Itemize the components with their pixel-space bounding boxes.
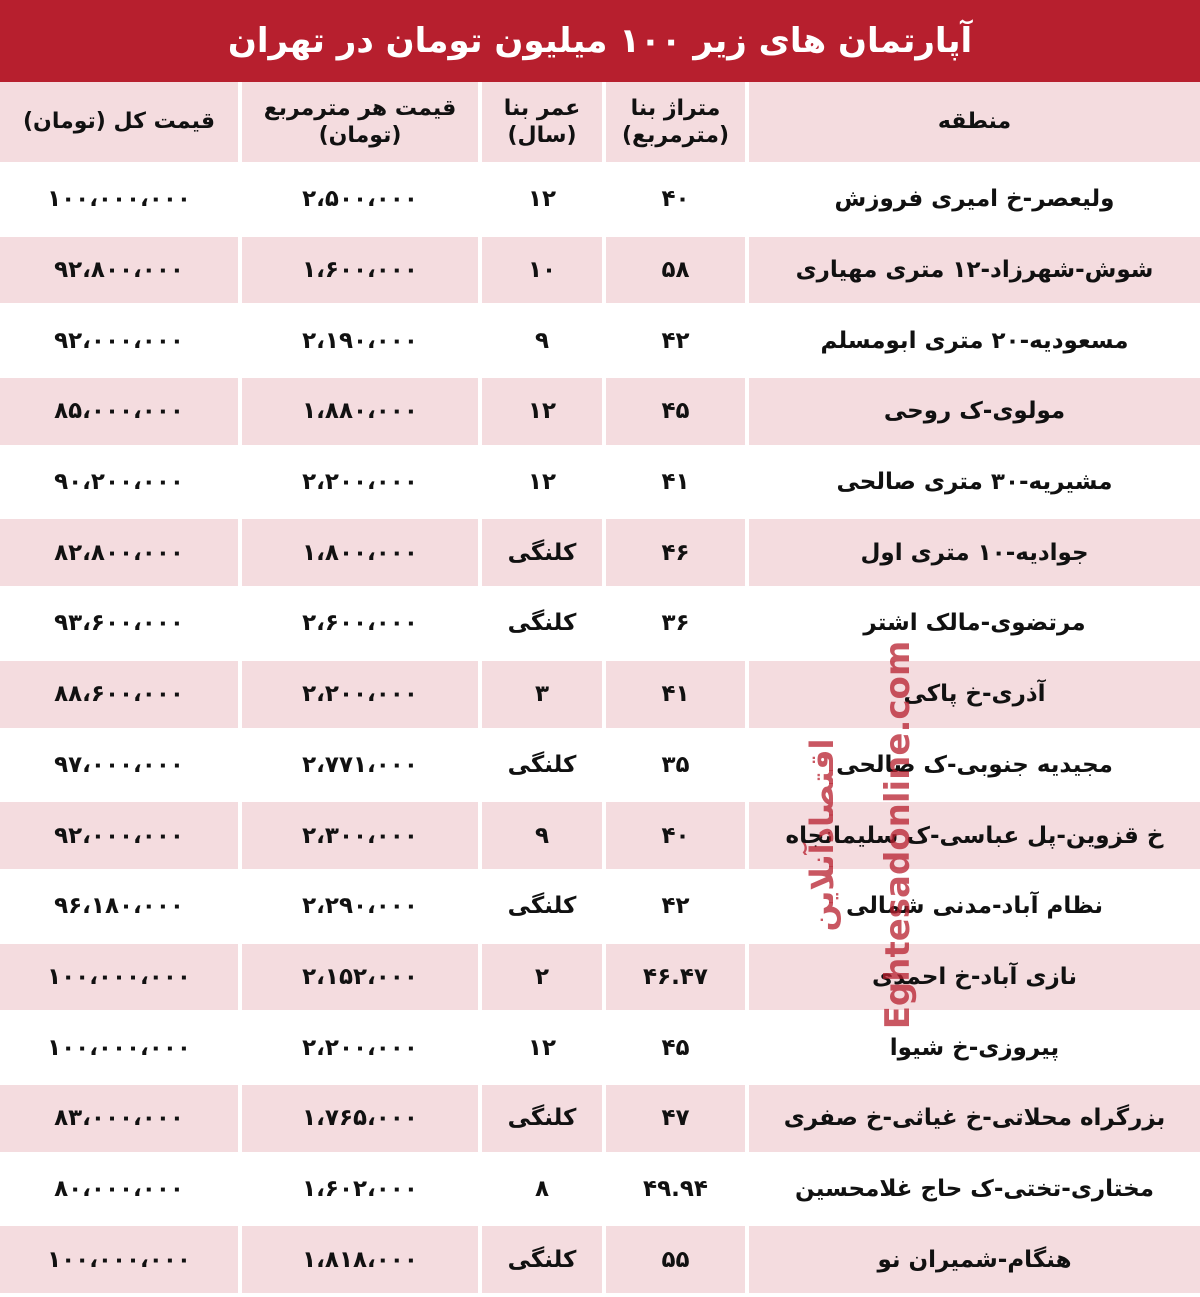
cell-total-price: ۹۲،۰۰۰،۰۰۰ <box>0 307 238 378</box>
cell-region: پیروزی-خ شیوا <box>745 1014 1200 1085</box>
cell-area: ۳۵ <box>602 732 745 803</box>
cell-region: هنگام-شمیران نو <box>745 1226 1200 1297</box>
table-row <box>0 1014 1200 1085</box>
cell-age: ۹ <box>478 307 602 378</box>
cell-price-per-m2: ۲،۱۹۰،۰۰۰ <box>238 307 478 378</box>
cell-price-per-m2: ۱،۶۰۰،۰۰۰ <box>238 237 478 308</box>
cell-region: ولیعصر-خ امیری فروزش <box>745 166 1200 237</box>
cell-age: ۱۲ <box>478 378 602 449</box>
cell-price-per-m2: ۱،۸۸۰،۰۰۰ <box>238 378 478 449</box>
table-row <box>0 449 1200 520</box>
cell-price-per-m2: ۲،۲۰۰،۰۰۰ <box>238 1014 478 1085</box>
cell-total-price: ۹۲،۸۰۰،۰۰۰ <box>0 237 238 308</box>
cell-age: ۱۰ <box>478 237 602 308</box>
cell-price-per-m2: ۲،۱۵۲،۰۰۰ <box>238 944 478 1015</box>
cell-total-price: ۸۲،۸۰۰،۰۰۰ <box>0 519 238 590</box>
title-bar <box>0 0 1200 82</box>
cell-region: شوش-شهرزاد-۱۲ متری مهیاری <box>745 237 1200 308</box>
table-row <box>0 378 1200 449</box>
cell-area: ۴۱ <box>602 661 745 732</box>
cell-total-price: ۸۸،۶۰۰،۰۰۰ <box>0 661 238 732</box>
table-header-row <box>0 82 1200 166</box>
cell-age: کلنگی <box>478 873 602 944</box>
cell-region: مرتضوی-مالک اشتر <box>745 590 1200 661</box>
cell-total-price: ۹۶،۱۸۰،۰۰۰ <box>0 873 238 944</box>
cell-area: ۵۸ <box>602 237 745 308</box>
cell-area: ۴۶ <box>602 519 745 590</box>
header-age: عمر بنا (سال) <box>478 82 602 166</box>
cell-area: ۴۷ <box>602 1085 745 1156</box>
cell-region: خ قزوین-پل عباسی-ک سلیمانجاه <box>745 802 1200 873</box>
cell-area: ۴۶.۴۷ <box>602 944 745 1015</box>
cell-age: کلنگی <box>478 519 602 590</box>
table-row <box>0 732 1200 803</box>
cell-price-per-m2: ۱،۸۱۸،۰۰۰ <box>238 1226 478 1297</box>
cell-age: ۲ <box>478 944 602 1015</box>
cell-total-price: ۹۳،۶۰۰،۰۰۰ <box>0 590 238 661</box>
cell-region: مسعودیه-۲۰ متری ابومسلم <box>745 307 1200 378</box>
cell-total-price: ۹۲،۰۰۰،۰۰۰ <box>0 802 238 873</box>
cell-region: نازی آباد-خ احمدی <box>745 944 1200 1015</box>
page-title: آپارتمان های زیر ۱۰۰ میلیون تومان در تهران <box>227 21 973 61</box>
table-row <box>0 1226 1200 1297</box>
cell-total-price: ۹۷،۰۰۰،۰۰۰ <box>0 732 238 803</box>
cell-price-per-m2: ۲،۲۰۰،۰۰۰ <box>238 449 478 520</box>
cell-area: ۴۰ <box>602 802 745 873</box>
table-row <box>0 661 1200 732</box>
table-row <box>0 519 1200 590</box>
watermark-url: Eghtesadonline.com <box>878 640 918 1030</box>
cell-total-price: ۸۳،۰۰۰،۰۰۰ <box>0 1085 238 1156</box>
cell-age: کلنگی <box>478 1226 602 1297</box>
cell-price-per-m2: ۱،۶۰۲،۰۰۰ <box>238 1156 478 1227</box>
cell-total-price: ۱۰۰،۰۰۰،۰۰۰ <box>0 1226 238 1297</box>
cell-total-price: ۱۰۰،۰۰۰،۰۰۰ <box>0 166 238 237</box>
cell-region: جوادیه-۱۰ متری اول <box>745 519 1200 590</box>
cell-area: ۴۲ <box>602 873 745 944</box>
table-row <box>0 307 1200 378</box>
table-row <box>0 1085 1200 1156</box>
cell-area: ۴۹.۹۴ <box>602 1156 745 1227</box>
table-row <box>0 237 1200 308</box>
table-row <box>0 802 1200 873</box>
cell-age: کلنگی <box>478 590 602 661</box>
cell-price-per-m2: ۲،۶۰۰،۰۰۰ <box>238 590 478 661</box>
cell-region: مشیریه-۳۰ متری صالحی <box>745 449 1200 520</box>
cell-total-price: ۸۵،۰۰۰،۰۰۰ <box>0 378 238 449</box>
cell-region: مولوی-ک روحی <box>745 378 1200 449</box>
cell-price-per-m2: ۱،۸۰۰،۰۰۰ <box>238 519 478 590</box>
header-total-price: قیمت کل (تومان) <box>0 82 238 166</box>
cell-region: نظام آباد-مدنی شمالی <box>745 873 1200 944</box>
cell-price-per-m2: ۲،۲۰۰،۰۰۰ <box>238 661 478 732</box>
cell-total-price: ۹۰،۲۰۰،۰۰۰ <box>0 449 238 520</box>
table-row <box>0 873 1200 944</box>
cell-price-per-m2: ۱،۷۶۵،۰۰۰ <box>238 1085 478 1156</box>
cell-price-per-m2: ۲،۷۷۱،۰۰۰ <box>238 732 478 803</box>
cell-price-per-m2: ۲،۵۰۰،۰۰۰ <box>238 166 478 237</box>
cell-age: ۱۲ <box>478 166 602 237</box>
cell-age: کلنگی <box>478 1085 602 1156</box>
cell-region: مختاری-تختی-ک حاج غلامحسین <box>745 1156 1200 1227</box>
cell-age: ۱۲ <box>478 449 602 520</box>
cell-age: ۳ <box>478 661 602 732</box>
table-row <box>0 166 1200 237</box>
cell-price-per-m2: ۲،۲۹۰،۰۰۰ <box>238 873 478 944</box>
cell-total-price: ۱۰۰،۰۰۰،۰۰۰ <box>0 944 238 1015</box>
table-row <box>0 944 1200 1015</box>
cell-region: مجیدیه جنوبی-ک صالحی <box>745 732 1200 803</box>
header-price-per-m2: قیمت هر مترمربع (تومان) <box>238 82 478 166</box>
apartment-price-table <box>0 82 1200 1297</box>
cell-price-per-m2: ۲،۳۰۰،۰۰۰ <box>238 802 478 873</box>
cell-area: ۵۵ <box>602 1226 745 1297</box>
cell-area: ۴۰ <box>602 166 745 237</box>
cell-age: ۹ <box>478 802 602 873</box>
header-area: متراژ بنا (مترمربع) <box>602 82 745 166</box>
cell-age: ۸ <box>478 1156 602 1227</box>
cell-total-price: ۸۰،۰۰۰،۰۰۰ <box>0 1156 238 1227</box>
cell-total-price: ۱۰۰،۰۰۰،۰۰۰ <box>0 1014 238 1085</box>
cell-area: ۴۲ <box>602 307 745 378</box>
table-row <box>0 590 1200 661</box>
cell-area: ۴۵ <box>602 378 745 449</box>
watermark-persian: اقتصادآنلاین <box>803 738 841 932</box>
table-row <box>0 1156 1200 1227</box>
cell-area: ۳۶ <box>602 590 745 661</box>
cell-region: بزرگراه محلاتی-خ غیاثی-خ صفری <box>745 1085 1200 1156</box>
cell-area: ۴۵ <box>602 1014 745 1085</box>
cell-region: آذری-خ پاکی <box>745 661 1200 732</box>
cell-age: ۱۲ <box>478 1014 602 1085</box>
cell-area: ۴۱ <box>602 449 745 520</box>
header-region: منطقه <box>745 82 1200 166</box>
cell-age: کلنگی <box>478 732 602 803</box>
